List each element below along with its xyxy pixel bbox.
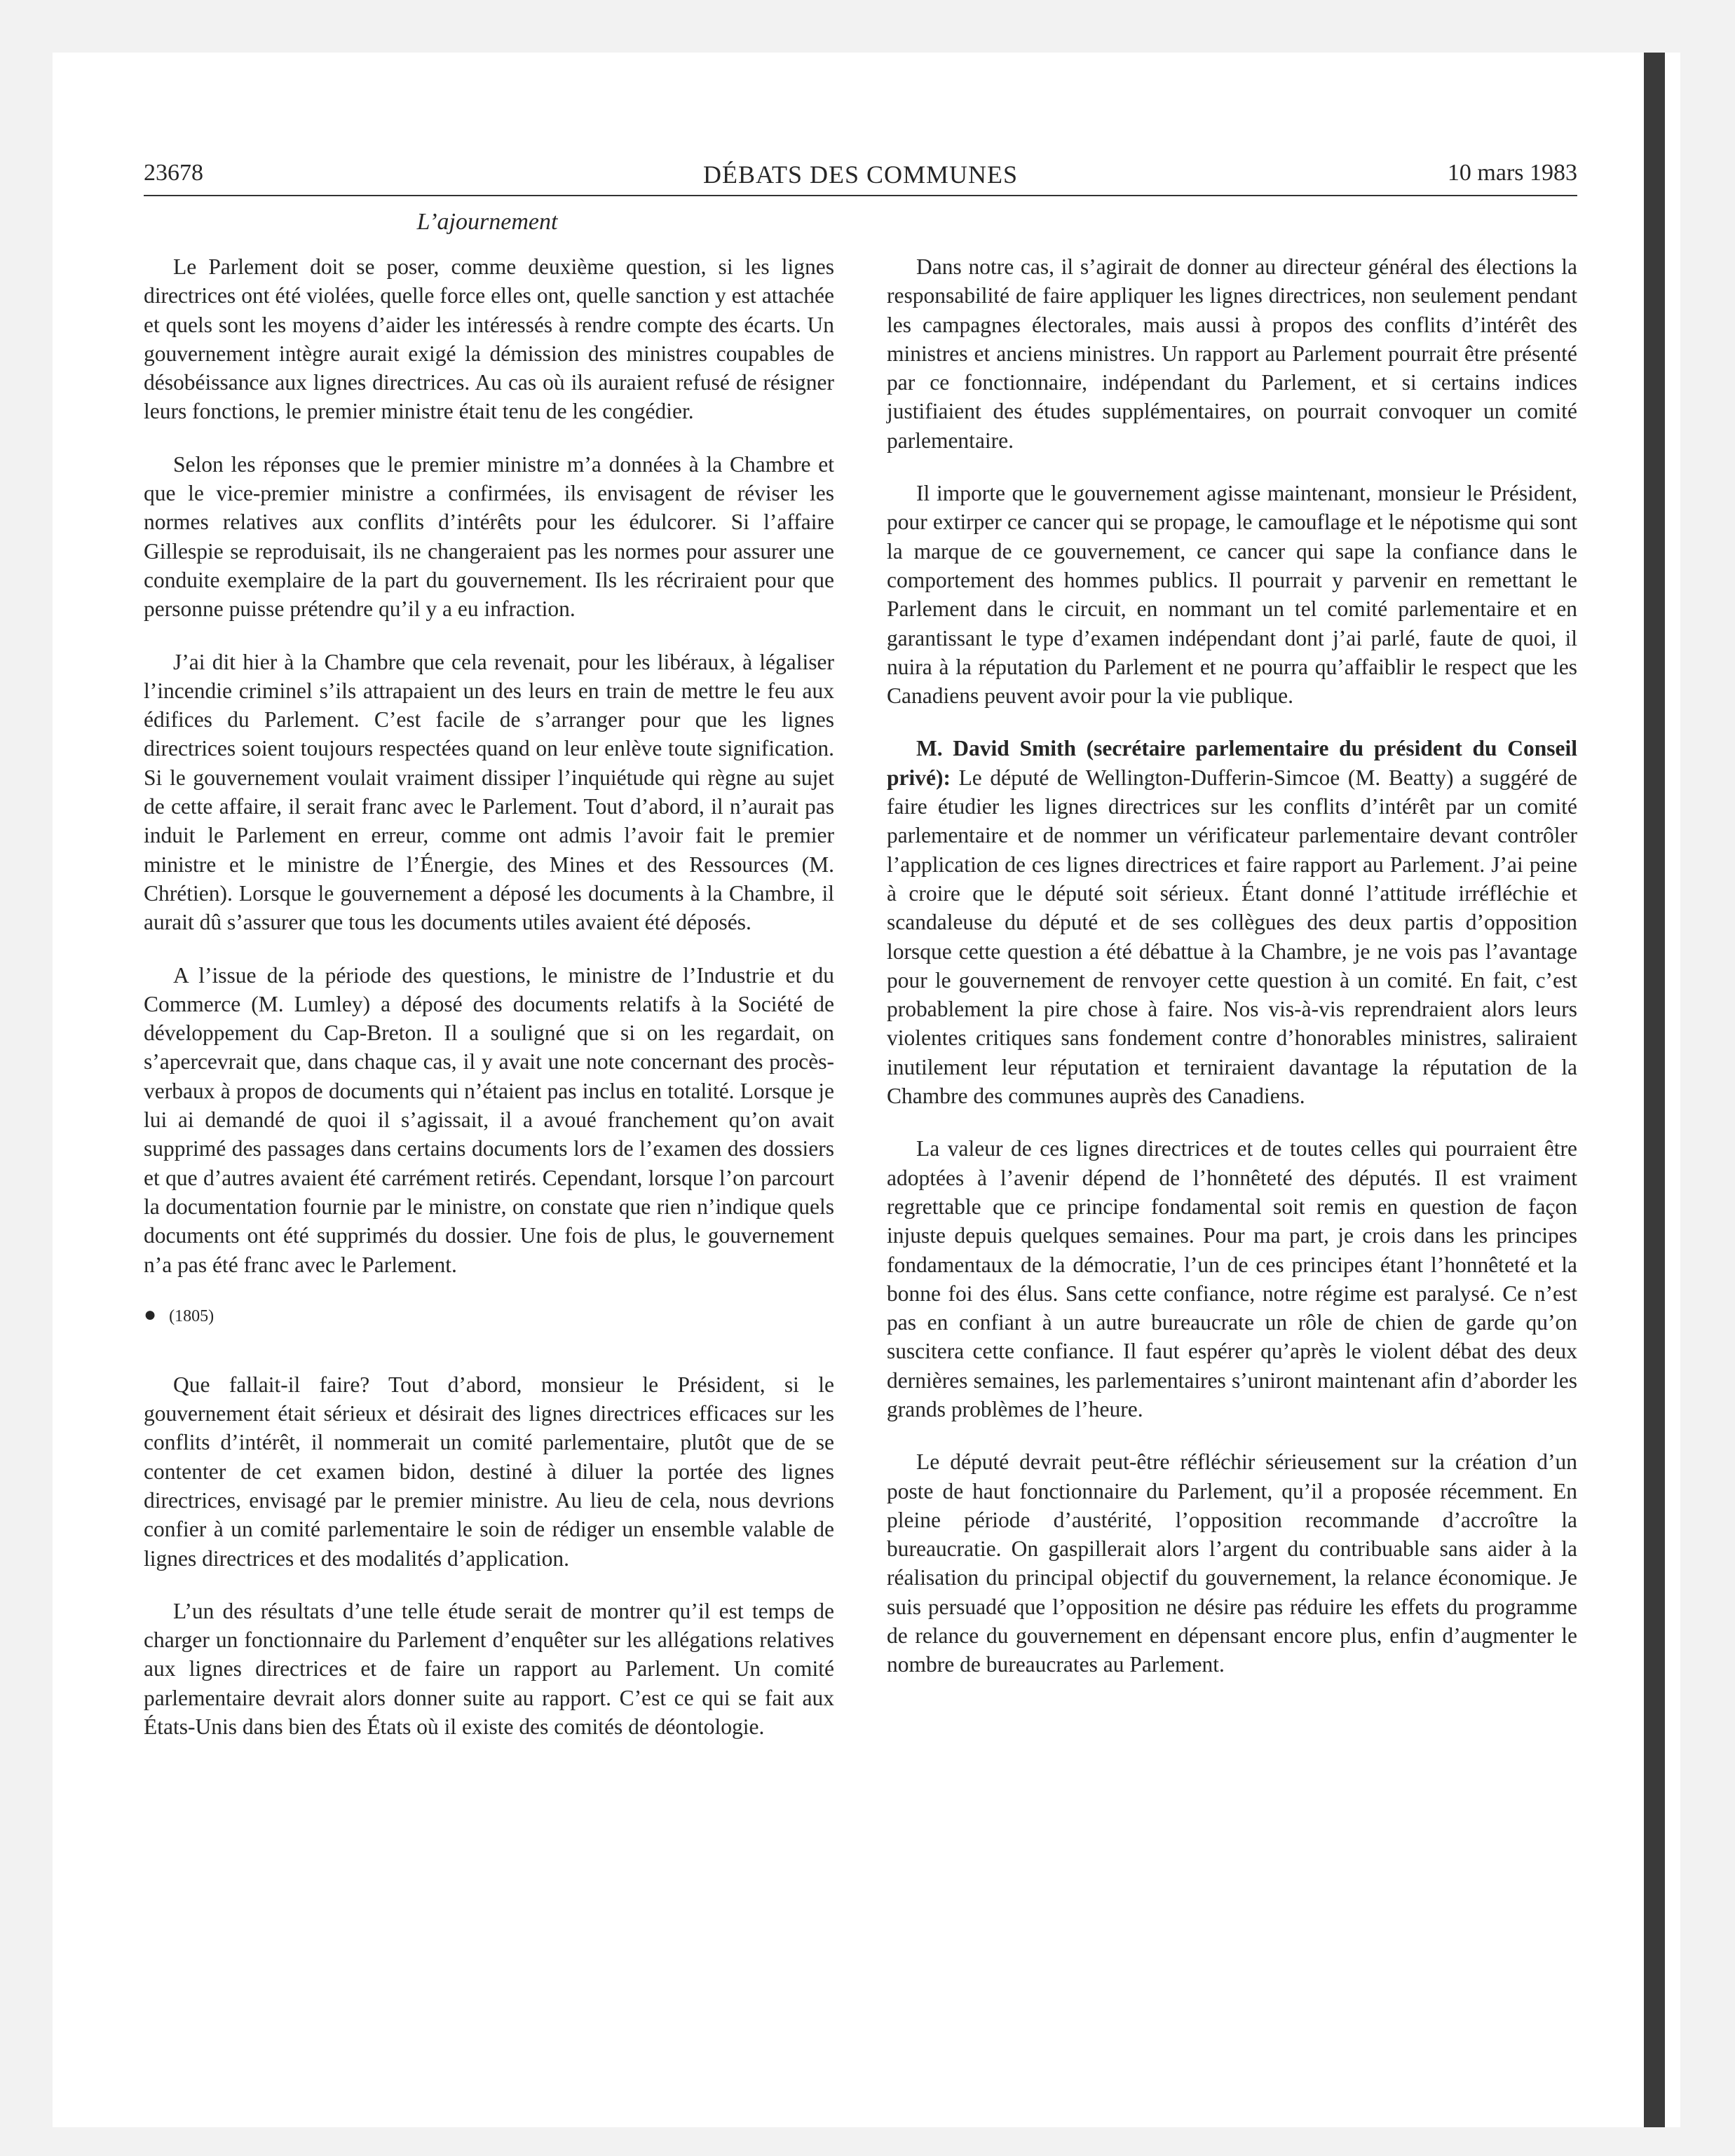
paragraph: Dans notre cas, il s’agirait de donner au directeur général des élections la responsabilité de faire appliquer les lignes directrices, non seulement pendant les campagnes électorales, mais aussi à propos des conflits d’intérêt des ministres et anciens ministres. Un rapport au Parlement pourrait être présenté par ce fonctionnaire, indépendant du Parlement, et si certains indices justifiaient des études supplémentaires, on pourrait convoquer un comité parlementaire. [887,254,1577,453]
paragraph: L’un des résultats d’une telle étude serait de montrer qu’il est temps de charger un fonctionnaire du Parlement d’enquêter sur les allégations relatives aux lignes directrices et de faire un rapport au Parlement. Un comité parlementaire devrait alors donner suite au rapport. C’est ce qui se fait aux États-Unis dans bien des États où il existe des comités de déontologie. [144,1598,834,1740]
scan-edge-bar [1644,53,1665,2127]
speech-text: Le député de Wellington-Dufferin-Simcoe (M. Beatty) a suggéré de faire étudier les lignes directrices sur les conflits d’intérêt par un comité parlementaire et de nommer un vérificateur parlementaire devant contrôler l’application de ces lignes directrices et faire rapport au Parlement. J’ai peine à croire que le député soit sérieux. Étant donné l’attitude irréfléchie et scandaleuse du député et de ses collègues des deux partis d’opposition lorsque cette question a été débattue à la Chambre, je ne vois pas l’avantage pour le gouvernement de renvoyer cette question à un comité. En fait, c’est probablement la pire chose à faire. Nos vis-à-vis reprendraient alors leurs violentes critiques sans fondement contre d’honorables ministres, saliraient inutilement leur réputation et terniraient davantage la réputation de la Chambre des communes auprès des Canadiens. [887,765,1577,1109]
speech-paragraph [887,734,1577,1110]
paragraph: Il importe que le gouvernement agisse maintenant, monsieur le Président, pour extirper ce cancer qui se propage, le camouflage et le népotisme qui sont la marque de ce gouvernement, ce cancer qui sape la confiance dans le comportement des hommes publics. Il pourrait y parvenir en remettant le Parlement dans le circuit, en nommant un tel comité parlementaire et en garantissant le type d’examen indépendant dont j’ai parlé, faute de quoi, il nuira à la réputation du Parlement et ne pourra qu’affaiblir le respect que les Canadiens peuvent avoir pour la vie publique. [887,481,1577,709]
time-marker-label: (1805) [169,1306,215,1325]
issue-date: 10 mars 1983 [1447,160,1577,186]
right-column [887,252,1577,1703]
paragraph: Le député devrait peut-être réfléchir sérieusement sur la création d’un poste de haut fonctionnaire du Parlement, qu’il a proposée récemment. En pleine période d’austérité, l’opposition recommande d’accroître la bureaucratie. On gaspillerait alors l’argent du contribuable sans aider à la réalisation du principal objectif du gouvernement, la relance économique. Je suis persuadé que l’opposition ne désire pas réduire les effets du programme de relance du gouvernement en dépensant encore plus, enfin d’augmenter le nombre de bureaucrates au Parlement. [887,1449,1577,1677]
publication-title: DÉBATS DES COMMUNES [702,161,1019,189]
paragraph: Que fallait-il faire? Tout d’abord, monsieur le Président, si le gouvernement était sérieux et désirait des lignes directrices efficaces sur les conflits d’intérêt, il nommerait un comité parlementaire, plutôt que de se contenter de cet examen bidon, destiné à diluer la portée des lignes directrices, envisagé par le premier ministre. Au lieu de cela, nous devrions confier à un comité parlementaire le soin de rédiger un ensemble valable de lignes directrices et des modalités d’application. [144,1372,834,1571]
time-marker [144,1303,834,1327]
section-title: L’ajournement [416,209,558,235]
page-header [144,160,1577,196]
paragraph: A l’issue de la période des questions, le ministre de l’Industrie et du Commerce (M. Lumley) a déposé des documents relatifs à la Société de développement du Cap-Breton. Il a souligné que si on les regardait, on s’apercevrait que, dans chaque cas, il y avait une note concernant des procès-verbaux à propos de documents qui n’étaient pas inclus en totalité. Lorsque je lui ai demandé de quoi il s’agissait, il a avoué franchement qu’on avait supprimé des passages dans certains documents lors de l’examen des dossiers et que d’autres avaient été carrément retirés. Cependant, lorsque l’on parcourt la documentation fournie par le ministre, on constate que rien n’indique quels documents ont été supprimés du dossier. Une fois de plus, le gouvernement n’a pas été franc avec le Parlement. [144,962,834,1277]
speaker-name: M. David Smith (secrétaire parlementaire du président du Conseil privé): [887,736,1577,790]
paragraph: J’ai dit hier à la Chambre que cela revenait, pour les libéraux, à légaliser l’incendie criminel s’ils attrapaient un des leurs en train de mettre le feu aux édifices du Parlement. C’est facile de s’arranger pour que les lignes directrices soient toujours respectées quand on leur enlève toute signification. Si le gouvernement voulait vraiment dissiper l’inquiétude qui règne au sujet de cette affaire, il serait franc avec le Parlement. Tout d’abord, il n’aurait pas induit le Parlement en erreur, comme ont admis l’avoir fait le premier ministre et le ministre de l’Énergie, des Mines et des Ressources (M. Chrétien). Lorsque le gouvernement a déposé les documents à la Chambre, il aurait dû s’assurer que tous les documents utiles avaient été déposés. [144,649,834,935]
bullet-icon: ● [144,1302,157,1326]
header-rule [144,195,1577,196]
paragraph: Selon les réponses que le premier ministre m’a données à la Chambre et que le vice-premier ministre a confirmées, ils envisagent de réviser les normes relatives aux conflits d’intérêts pour les édulcorer. Si l’affaire Gillespie se reproduisait, ils ne changeraient pas les normes pour assurer une conduite exemplaire de la part du gouvernement. Ils les récriraient pour que personne puisse prétendre qu’il y a eu infraction. [144,451,834,622]
page-number: 23678 [144,160,203,186]
paragraph: La valeur de ces lignes directrices et de toutes celles qui pourraient être adoptées à l’avenir dépend de l’honnêteté des députés. Il est vraiment regrettable que ce principe fondamental soit remis en question de façon injuste depuis quelques semaines. Pour ma part, je crois dans les principes fondamentaux de la démocratie, l’un de ces principes étant l’honnêteté et la bonne foi des élus. Sans cette confiance, notre régime est paralysé. Ce n’est pas en confiant à un autre bureaucrate un rôle de chien de garde qu’on suscitera cette confiance. Il faut espérer qu’après le violent débat des deux dernières semaines, les parlementaires s’uniront maintenant afin d’aborder les grands problèmes de l’heure. [887,1136,1577,1421]
paragraph: Le Parlement doit se poser, comme deuxième question, si les lignes directrices ont été violées, quelle force elles ont, quelle sanction y est attachée et quels sont les moyens d’aider les intéressés à rendre compte des écarts. Un gouvernement intègre aurait exigé la démission des ministres coupables de désobéissance aux lignes directrices. Au cas où ils auraient refusé de résigner leurs fonctions, le premier ministre était tenu de les congédier. [144,254,834,424]
left-column [144,252,834,1765]
